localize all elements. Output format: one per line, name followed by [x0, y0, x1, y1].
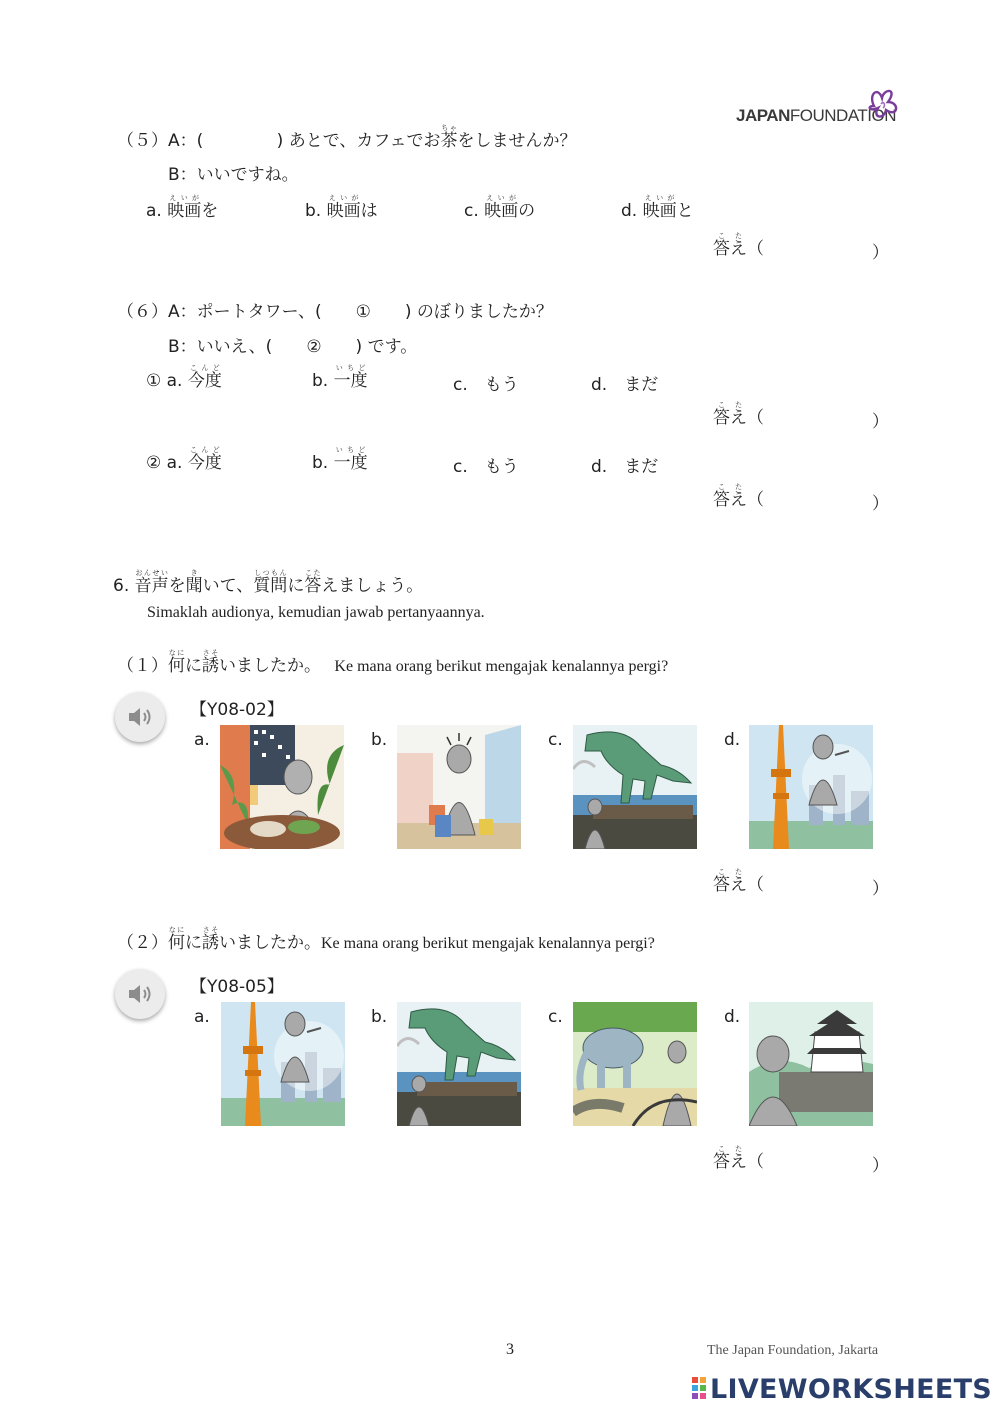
q5-option-d[interactable]: d. 映画えいがと [621, 194, 694, 221]
tower-image [749, 725, 873, 849]
speaker-icon [126, 705, 154, 729]
l2-audio-code: 【Y08-05】 [190, 977, 284, 997]
l1-audio-code: 【Y08-02】 [190, 700, 284, 720]
l2-letter-d: d. [724, 1007, 741, 1027]
q6-set2-option-d[interactable]: d. まだ [591, 457, 659, 477]
l2-question: （２）何なにに誘さそいましたか。Ke mana orang berikut mengajak kenalannya pergi? [117, 926, 655, 953]
l2-option-b-museum[interactable] [397, 1002, 521, 1126]
q6-set1-answer-input[interactable] [772, 405, 868, 427]
l1-answer-close: ） [872, 879, 889, 899]
l1-letter-c: c. [548, 730, 563, 750]
l1-option-d-tower[interactable] [749, 725, 873, 849]
logo-text: JAPANFOUNDATION [736, 106, 896, 125]
l1-answer: 答えこた（ [713, 868, 764, 895]
q6-set2-option-b[interactable]: b. 一度いちど [312, 446, 368, 473]
l1-play-button[interactable] [115, 692, 165, 742]
q6-set1-answer-close: ） [872, 412, 889, 432]
q6-line-b: B：いいえ、( ② ) です。 [168, 337, 418, 357]
tower-image [221, 1002, 345, 1126]
q6-set2-answer-input[interactable] [772, 487, 868, 509]
speaker-icon [126, 982, 154, 1006]
l2-answer-input[interactable] [772, 1149, 868, 1171]
q5-option-b[interactable]: b. 映画えいがは [305, 194, 378, 221]
section6-subtitle: Simaklah audionya, kemudian jawab pertanyaannya. [147, 604, 485, 621]
q6-set2-option-a[interactable]: ② a. 今度こんど [146, 446, 222, 473]
l1-question: （１）何なにに誘さそいましたか。 Ke mana orang berikut mengajak kenalannya pergi? [117, 649, 669, 676]
l2-answer-close: ） [872, 1156, 889, 1176]
zoo-elephant-image [573, 1002, 697, 1126]
q6-set2-answer-close: ） [872, 494, 889, 514]
q5-option-c[interactable]: c. 映画えいがの [464, 194, 536, 221]
l2-option-a-tower[interactable] [221, 1002, 345, 1126]
l1-letter-a: a. [194, 730, 210, 750]
page-number: 3 [506, 1341, 514, 1358]
ruby-cha: 茶ちゃ [440, 124, 458, 151]
l1-option-a-restaurant[interactable] [220, 725, 344, 849]
restaurant-image [220, 725, 344, 849]
l1-answer-input[interactable] [772, 872, 868, 894]
q6-set1-option-d[interactable]: d. まだ [591, 375, 659, 395]
q6-set1-answer: 答えこた（ [713, 401, 764, 428]
l1-option-c-museum[interactable] [573, 725, 697, 849]
dinosaur-museum-image [397, 1002, 521, 1126]
l2-answer: 答えこた（ [713, 1145, 764, 1172]
l2-option-c-zoo[interactable] [573, 1002, 697, 1126]
q6-line-a: （６）A：ポートタワー、( ① ) のぼりましたか？ [117, 302, 553, 322]
l1-letter-d: d. [724, 730, 741, 750]
q5-line-b: B：いいですね。 [168, 165, 299, 185]
q6-set1-option-c[interactable]: c. もう [453, 375, 519, 395]
l2-letter-c: c. [548, 1007, 563, 1027]
castle-image [749, 1002, 873, 1126]
butterfly-icon [864, 84, 902, 124]
l2-letter-a: a. [194, 1007, 210, 1027]
q5-answer-input[interactable] [772, 236, 868, 258]
shopping-image [397, 725, 521, 849]
q5-option-a[interactable]: a. 映画えいがを [146, 194, 219, 221]
q6-set2-option-c[interactable]: c. もう [453, 457, 519, 477]
l1-letter-b: b. [371, 730, 388, 750]
l1-option-b-shopping[interactable] [397, 725, 521, 849]
l2-option-d-castle[interactable] [749, 1002, 873, 1126]
q5-line-a: （５）A：( ) あとで、カフェでお茶ちゃをしませんか？ [117, 124, 577, 151]
q6-set1-option-b[interactable]: b. 一度いちど [312, 364, 368, 391]
q5-answer-close: ） [872, 243, 889, 263]
footer-credit: The Japan Foundation, Jakarta [707, 1343, 879, 1358]
section6-heading: 6. 音声おんせいを聞きいて、質問しつもんに答こたえましょう。 [113, 569, 424, 596]
q5-answer: 答えこた（ [713, 232, 764, 259]
l2-play-button[interactable] [115, 969, 165, 1019]
dinosaur-museum-image [573, 725, 697, 849]
q6-set1-option-a[interactable]: ① a. 今度こんど [146, 364, 222, 391]
q6-set2-answer: 答えこた（ [713, 483, 764, 510]
l2-letter-b: b. [371, 1007, 388, 1027]
